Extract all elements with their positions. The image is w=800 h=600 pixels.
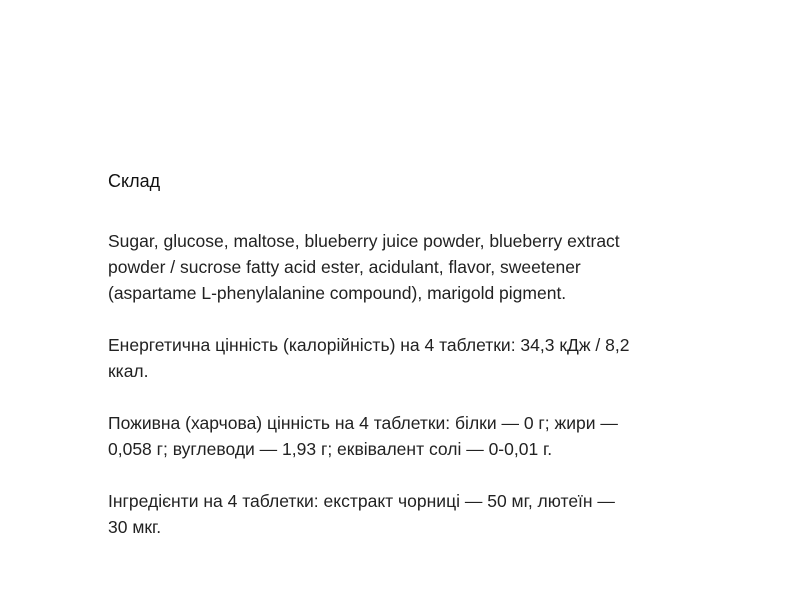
section-heading: Склад [108,171,161,191]
energy-value-paragraph: Енергетична цінність (калорійність) на 4 таблетки: 34,3 кДж / 8,2 ккал. [108,335,630,381]
nutrition-value-paragraph: Поживна (харчова) цінність на 4 таблетки: білки — 0 г; жири — 0,058 г; вуглеводи — 1,93 г; еквівалент солі — 0-0,01 г. [108,413,618,459]
ingredients-paragraph: Sugar, glucose, maltose, blueberry juice powder, blueberry extract powder / sucrose fatty acid ester, acidulant, flavor, sweetener (aspartame L-phenylalanine compound), marigold pigment. [108,231,620,303]
composition-section [108,170,708,566]
active-ingredients-paragraph: Інгредієнти на 4 таблетки: екстракт чорниці — 50 мг, лютеїн — 30 мкг. [108,491,615,537]
composition-text [108,202,708,566]
